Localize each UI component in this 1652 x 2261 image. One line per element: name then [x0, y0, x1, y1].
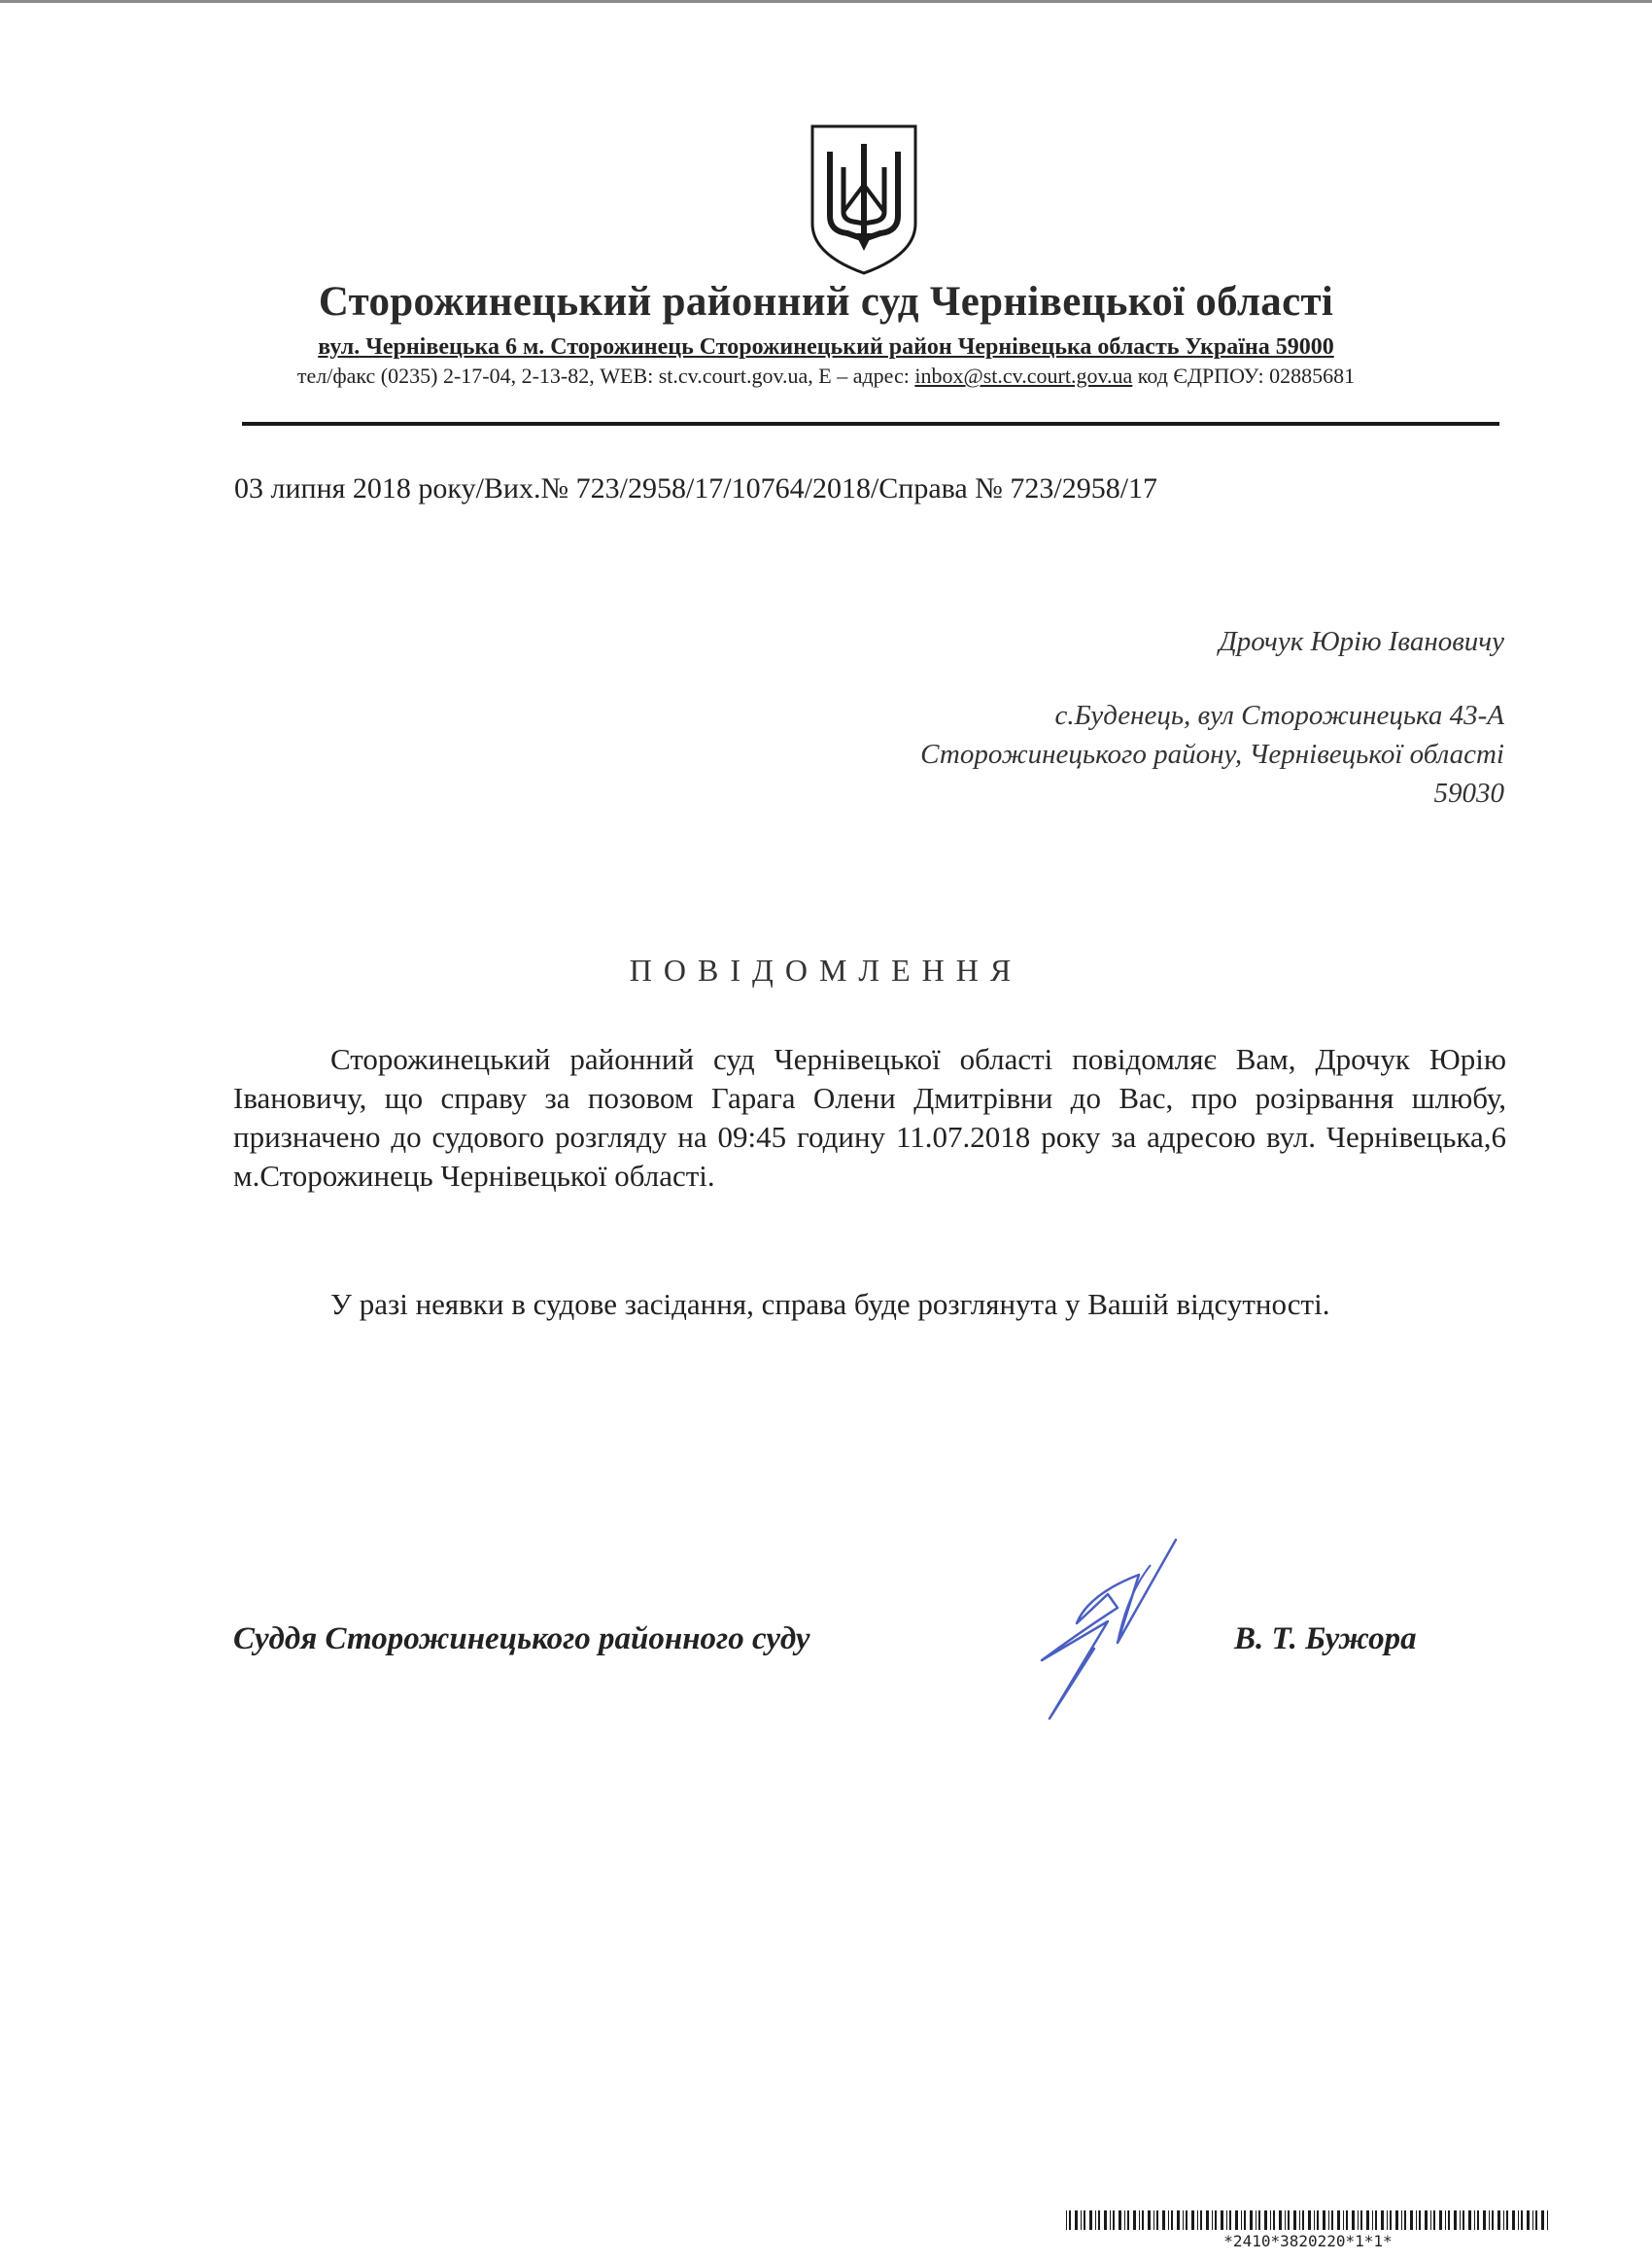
barcode-bar [1346, 2210, 1348, 2230]
barcode-bar [1229, 2210, 1231, 2230]
barcode-bar [1162, 2210, 1165, 2230]
barcode-bar [1299, 2210, 1300, 2230]
barcode-bar [1273, 2210, 1275, 2230]
barcode-bar [1535, 2210, 1537, 2230]
barcode-bar [1463, 2210, 1464, 2230]
barcode-bar [1445, 2210, 1446, 2230]
barcode-bar [1358, 2210, 1359, 2230]
barcode-bar [1279, 2210, 1282, 2230]
barcode-bar [1527, 2210, 1530, 2230]
barcode-bar [1419, 2210, 1421, 2230]
barcode-bar [1191, 2210, 1194, 2230]
barcode-bar [1084, 2210, 1085, 2230]
court-name: Сторожинецький районний суд Чернівецької області [318, 279, 1334, 325]
barcode-bar [1241, 2210, 1242, 2230]
barcode-bar [1098, 2210, 1100, 2230]
barcode-bar [1153, 2210, 1154, 2230]
barcode-bar [1518, 2210, 1519, 2230]
barcode-bar [1215, 2210, 1217, 2230]
signatory-name: В. Т. Бужора [1234, 1621, 1417, 1656]
barcode-bar [1075, 2210, 1078, 2230]
barcode-bar [1104, 2210, 1107, 2230]
barcode-bar [1381, 2210, 1384, 2230]
barcode-bar [1148, 2210, 1151, 2230]
barcode-bar [1323, 2210, 1325, 2230]
barcode-bar [1425, 2210, 1428, 2230]
barcode-bar [1532, 2210, 1533, 2230]
barcode-bar [1206, 2210, 1209, 2230]
barcode-bar [1512, 2210, 1515, 2230]
barcode-bar [1235, 2210, 1238, 2230]
barcode-bar [1503, 2210, 1504, 2230]
barcode-bar [1387, 2210, 1388, 2230]
barcode-bar [1401, 2210, 1402, 2230]
barcode-bar [1395, 2210, 1398, 2230]
barcode-bar [1095, 2210, 1096, 2230]
barcode-bar [1439, 2210, 1442, 2230]
barcode-bar [1302, 2210, 1304, 2230]
barcode-bar [1142, 2210, 1144, 2230]
barcode-bar [1285, 2210, 1286, 2230]
barcode-bar [1328, 2210, 1329, 2230]
court-address: вул. Чернівецька 6 м. Сторожинець Сторожинецький район Чернівецька область Україна 59000 [318, 334, 1334, 360]
signatory-role: Суддя Сторожинецького районного суду [233, 1621, 810, 1656]
barcode-bar [1308, 2210, 1311, 2230]
barcode-bar [1119, 2210, 1121, 2230]
barcode-bar [1081, 2210, 1082, 2230]
barcode-bar [1089, 2210, 1092, 2230]
outgoing-reference: 03 липня 2018 року/Вих.№ 723/2958/17/10764/2018/Справа № 723/2958/17 [234, 472, 1158, 504]
barcode-bar [1127, 2210, 1129, 2230]
barcode-bar [1477, 2210, 1479, 2230]
barcode-bar [1197, 2210, 1198, 2230]
barcode-number: *2410*3820220*1*1* [1223, 2232, 1393, 2250]
barcode-bar [1468, 2210, 1471, 2230]
barcode-bar [1258, 2210, 1260, 2230]
barcode-bar [1264, 2210, 1267, 2230]
barcode-bar [1521, 2210, 1523, 2230]
barcode-bar [1200, 2210, 1202, 2230]
barcode-bar [1352, 2210, 1355, 2230]
barcode-bar [1410, 2210, 1413, 2230]
barcode-bar [1221, 2210, 1223, 2230]
barcode-bar [1244, 2210, 1246, 2230]
barcode-bar [1492, 2210, 1494, 2230]
barcode-bar [1066, 2210, 1067, 2230]
coat-of-arms-icon [809, 122, 919, 276]
barcode-bar [1404, 2210, 1406, 2230]
barcode-bar [1069, 2210, 1071, 2230]
document-title: ПОВІДОМЛЕННЯ [629, 953, 1023, 988]
barcode-bar [1288, 2210, 1290, 2230]
barcode-bar [1124, 2210, 1125, 2230]
barcode-bar [1372, 2210, 1373, 2230]
addressee-line-2: Сторожинецького району, Чернівецької області [920, 739, 1504, 770]
barcode-bar [1186, 2210, 1187, 2230]
barcode-bar [1430, 2210, 1431, 2230]
barcode-bar [1331, 2210, 1333, 2230]
top-border-line [0, 0, 1652, 3]
barcode-bar [1226, 2210, 1227, 2230]
contacts-suffix: код ЄДРПОУ: 02885681 [1132, 364, 1356, 388]
addressee-name: Дрочук Юрію Івановичу [1219, 626, 1504, 657]
barcode-bar [1156, 2210, 1158, 2230]
barcode-bar [1183, 2210, 1184, 2230]
barcode-bar [1168, 2210, 1169, 2230]
barcode-bar [1293, 2210, 1296, 2230]
barcode-bar [1474, 2210, 1475, 2230]
contacts-prefix: тел/факс (0235) 2-17-04, 2-13-82, WEB: st.cv.court.gov.ua, E – адрес: [296, 364, 915, 388]
barcode-bar [1270, 2210, 1271, 2230]
body-paragraph-2: У разі неявки в судове засідання, справа буде розглянута у Вашій відсутності. [330, 1287, 1330, 1321]
barcode-bar [1541, 2210, 1544, 2230]
court-contacts [0, 364, 1652, 389]
barcode-bar [1433, 2210, 1435, 2230]
barcode-bar [1317, 2210, 1319, 2230]
barcode-bar [1497, 2210, 1500, 2230]
barcode-bar [1489, 2210, 1490, 2230]
addressee-line-1: с.Буденець, вул Сторожинецька 43-А [1054, 700, 1504, 731]
barcode-icon [1066, 2210, 1550, 2230]
barcode-bar [1314, 2210, 1315, 2230]
barcode-bar [1337, 2210, 1340, 2230]
barcode-bar [1448, 2210, 1450, 2230]
email-link[interactable]: inbox@st.cv.court.gov.ua [914, 364, 1133, 388]
barcode-bar [1113, 2210, 1115, 2230]
barcode-bar [1360, 2210, 1362, 2230]
barcode-bar [1375, 2210, 1377, 2230]
barcode-bar [1483, 2210, 1486, 2230]
barcode-bar [1139, 2210, 1140, 2230]
barcode-bar [1133, 2210, 1136, 2230]
handwritten-signature-icon [972, 1536, 1205, 1740]
barcode-bar [1177, 2210, 1180, 2230]
barcode-bar [1110, 2210, 1111, 2230]
barcode-bar [1250, 2210, 1253, 2230]
barcode-bar [1460, 2210, 1461, 2230]
header-divider [242, 422, 1499, 426]
addressee-postcode: 59030 [1433, 778, 1504, 809]
barcode-bar [1366, 2210, 1369, 2230]
barcode-bar [1390, 2210, 1392, 2230]
barcode-bar [1506, 2210, 1508, 2230]
barcode-bar [1547, 2210, 1548, 2230]
barcode-bar [1416, 2210, 1417, 2230]
barcode-bar [1212, 2210, 1213, 2230]
barcode-bar [1343, 2210, 1344, 2230]
barcode-bar [1171, 2210, 1173, 2230]
barcode-bar [1454, 2210, 1457, 2230]
body-paragraph-1: Сторожинецький районний суд Чернівецької області повідомляє Вам, Дрочук Юрію Івановичу, що справу за позовом Гарага Олени Дмитрівни до Вас, про розірвання шлюбу, призначено до судового розгляду на 09:45 годину 11.07.2018 року за адресою вул. Чернівецька,6 м.Сторожинець Чернівецької області. [233, 1042, 1506, 1193]
